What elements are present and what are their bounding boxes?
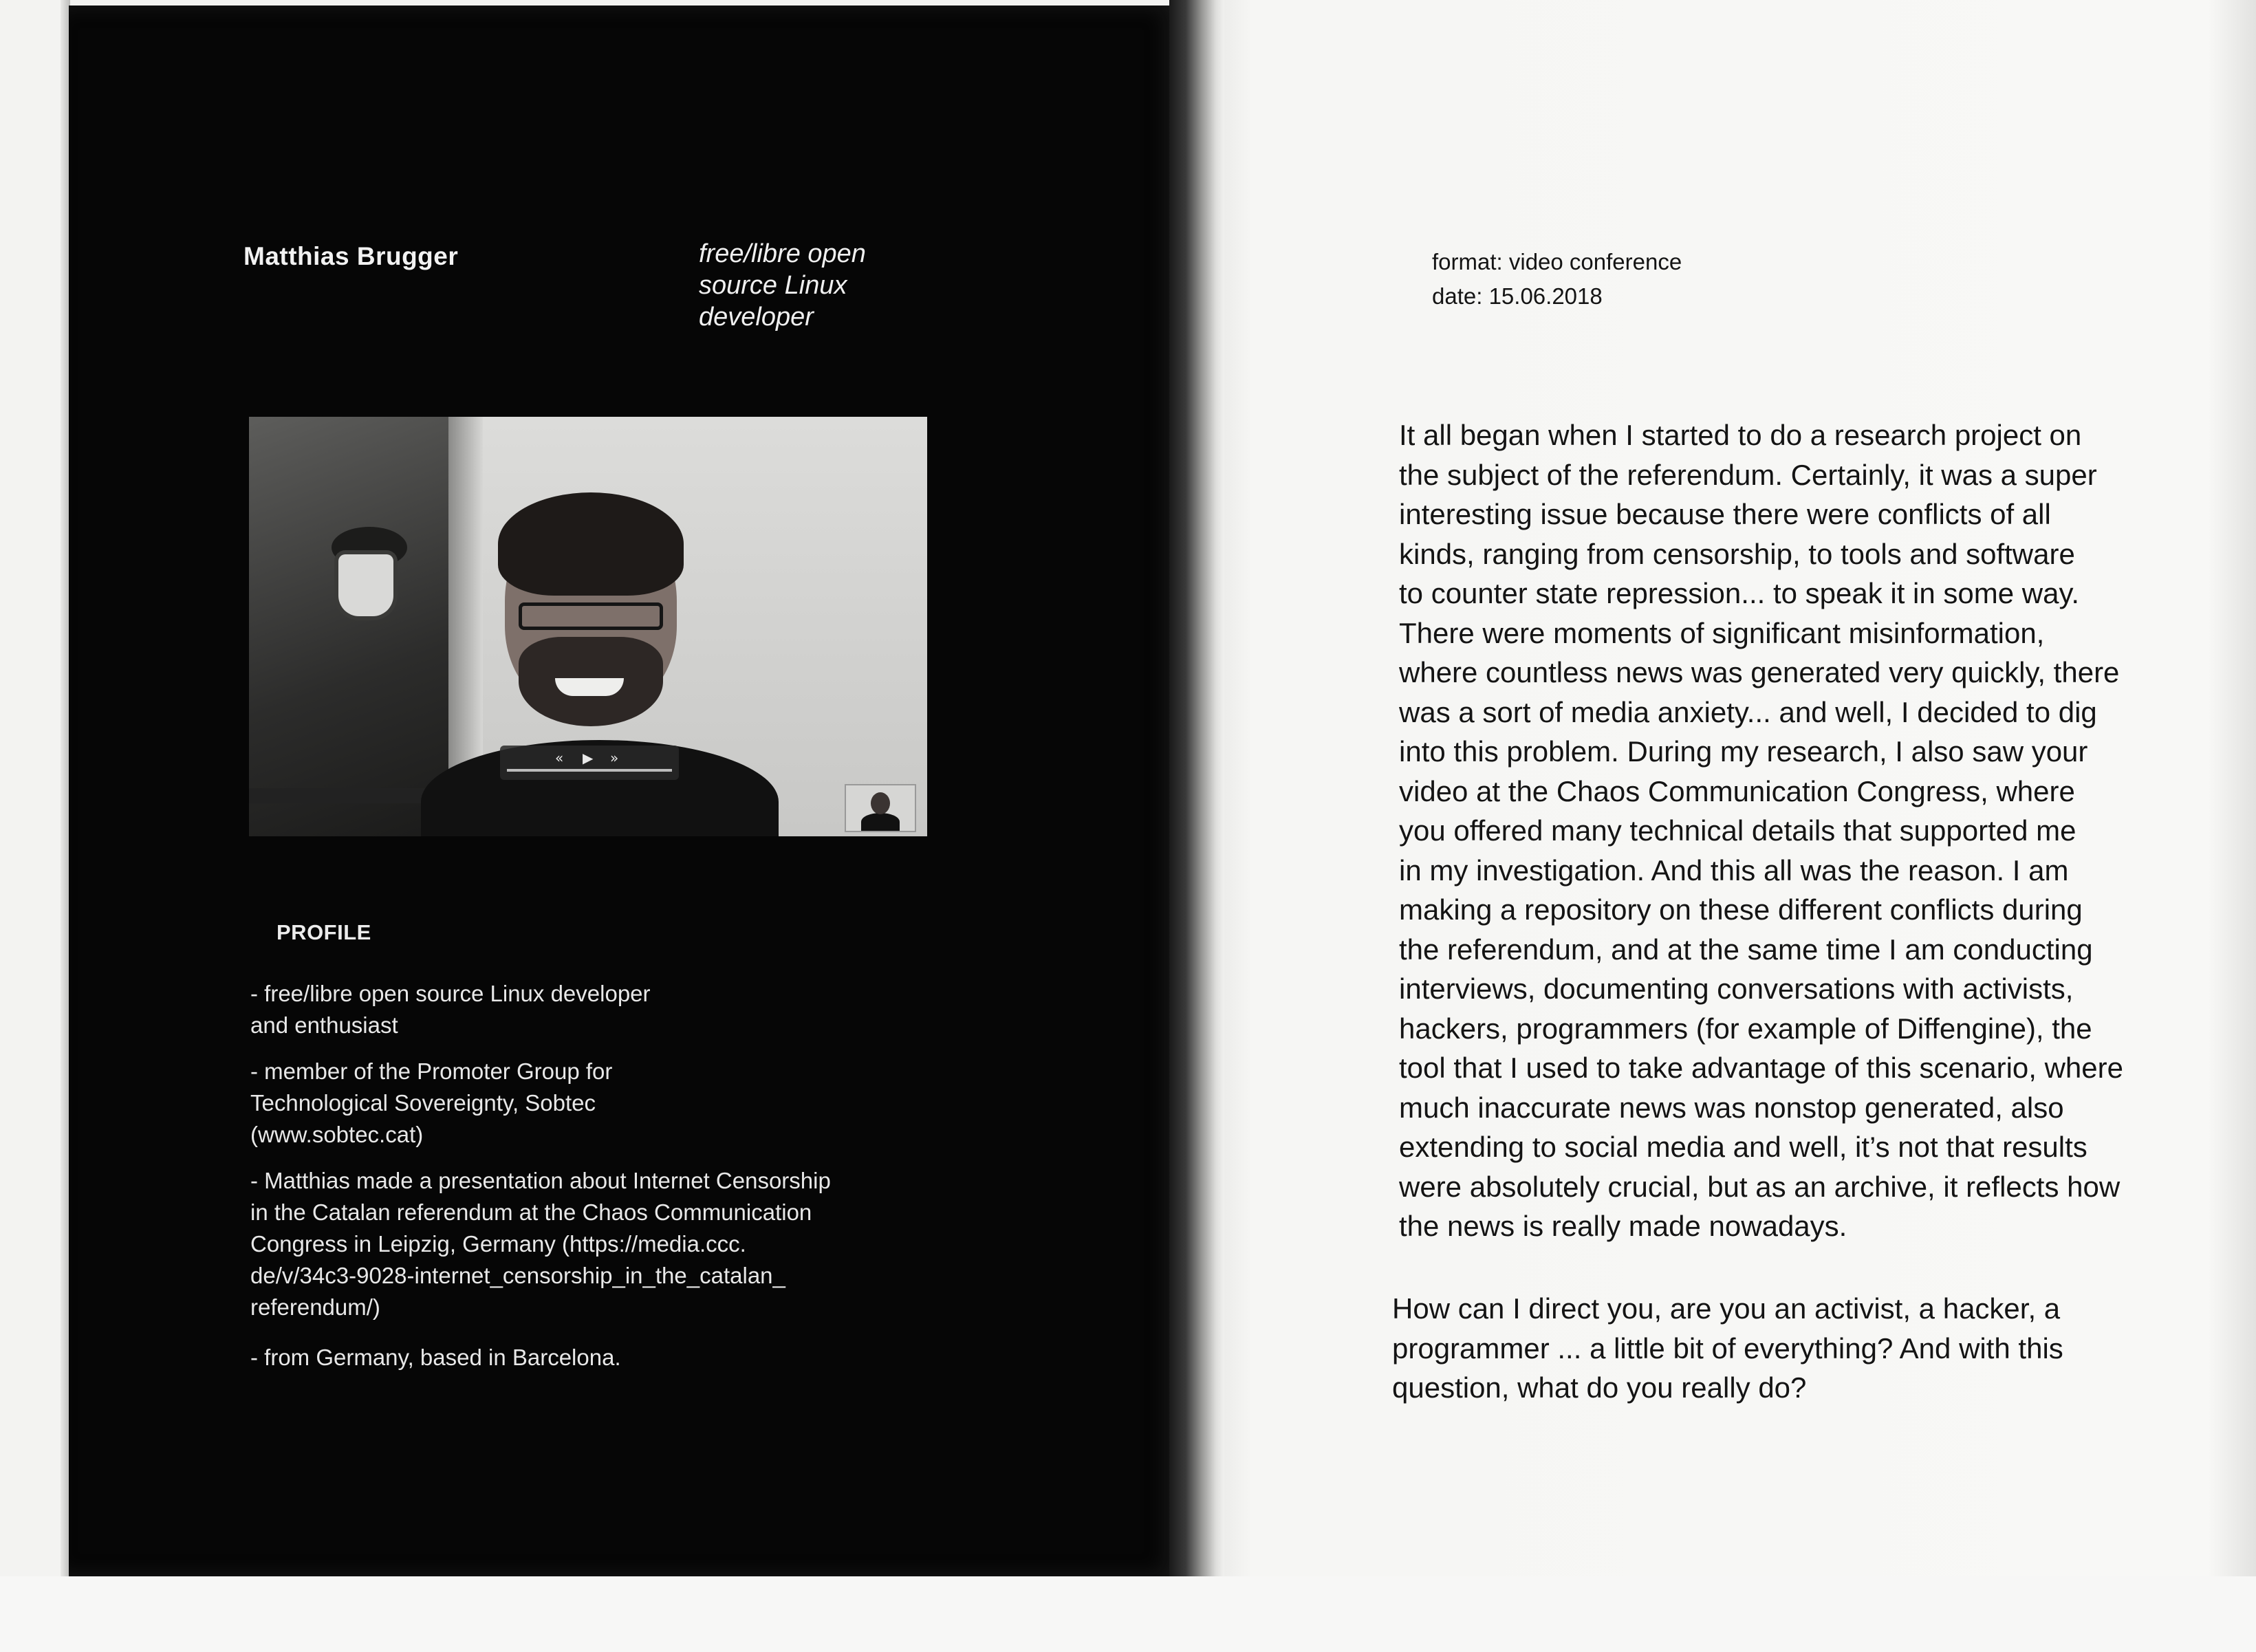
profile-line: Congress in Leipzig, Germany (https://media.ccc. [250,1231,746,1257]
text-line: interviews, documenting conversations with activists, [1399,972,2074,1005]
glasses-icon [519,602,663,630]
profile-item [250,978,924,1041]
profile-line: - member of the Promoter Group for [250,1058,613,1084]
video-call-photo [249,417,927,836]
interview-date: date: 15.06.2018 [1432,283,1603,309]
text-line: you offered many technical details that supported me [1399,814,2076,847]
self-view-head [871,792,890,814]
text-line: the news is really made nowadays. [1399,1210,1847,1242]
text-line: programmer ... a little bit of everything? And with this [1392,1332,2063,1365]
text-line: were absolutely crucial, but as an archive, it reflects how [1399,1170,2121,1203]
person-role [699,238,960,333]
text-line: into this problem. During my research, I also saw your [1399,735,2088,768]
text-line: It all began when I started to do a research project on [1399,419,2082,451]
page-edge-fold [2208,0,2256,1576]
profile-heading: PROFILE [276,920,371,944]
text-line: There were moments of significant misinformation, [1399,616,2045,649]
text-line: How can I direct you, are you an activist, a hacker, a [1392,1292,2061,1325]
text-line: hackers, programmers (for example of Diffengine), the [1399,1012,2092,1045]
interview-format: format: video conference [1432,249,1682,274]
play-icon: ▶ [583,750,594,766]
person-hair [498,492,684,596]
text-line: was a sort of media anxiety... and well, I decided to dig [1399,695,2097,728]
profile-item [250,1342,924,1373]
profile-line: - from Germany, based in Barcelona. [250,1345,621,1370]
text-line: kinds, ranging from censorship, to tools and software [1399,537,2075,570]
text-line: in my investigation. And this all was the reason. I am [1399,854,2069,887]
profile-line: - free/libre open source Linux developer [250,981,651,1006]
role-line: free/libre open [699,239,866,268]
text-line: tool that I used to take advantage of this scenario, where [1399,1052,2123,1084]
interview-meta [1432,245,1682,314]
profile-line: Technological Sovereignty, Sobtec [250,1090,596,1116]
profile-line: - Matthias made a presentation about Internet Censorship [250,1168,831,1193]
fast-forward-icon: » [610,750,619,766]
plant-pot-icon [338,554,393,616]
profile-line: de/v/34c3-9028-internet_censorship_in_the_catalan_ [250,1263,785,1288]
scanner-bed-strip [0,1576,2256,1652]
text-line: to counter state repression... to speak it in some way. [1399,577,2080,609]
profile-item [250,1056,924,1151]
interview-paragraph-1 [1399,415,2176,1246]
profile-line: in the Catalan referendum at the Chaos Communication [250,1199,812,1225]
text-line: question, what do you really do? [1392,1371,1807,1404]
profile-line: referendum/) [250,1294,380,1320]
progress-bar [507,769,672,772]
profile-item [250,1165,924,1323]
self-view-thumbnail [845,784,916,832]
self-view-body [861,813,900,831]
video-controls [500,746,679,780]
text-line: the subject of the referendum. Certainly, it was a super [1399,458,2097,491]
smile-icon [555,678,624,696]
book-gutter [1169,0,1224,1576]
rewind-icon: « [555,750,564,766]
profile-line: and enthusiast [250,1012,398,1038]
text-line: extending to social media and well, it’s not that results [1399,1131,2087,1163]
text-line: the referendum, and at the same time I am conducting [1399,933,2093,966]
text-line: where countless news was generated very quickly, there [1399,656,2120,688]
profile-line: (www.sobtec.cat) [250,1122,424,1147]
text-line: interesting issue because there were conflicts of all [1399,498,2051,530]
person-name: Matthias Brugger [243,242,459,270]
interview-paragraph-2 [1392,1289,2169,1408]
text-line: video at the Chaos Communication Congress, where [1399,774,2075,807]
text-line: much inaccurate news was nonstop generated, also [1399,1091,2064,1124]
role-line: developer [699,303,814,332]
role-line: source Linux [699,271,847,300]
text-line: making a repository on these different conflicts during [1399,893,2083,926]
